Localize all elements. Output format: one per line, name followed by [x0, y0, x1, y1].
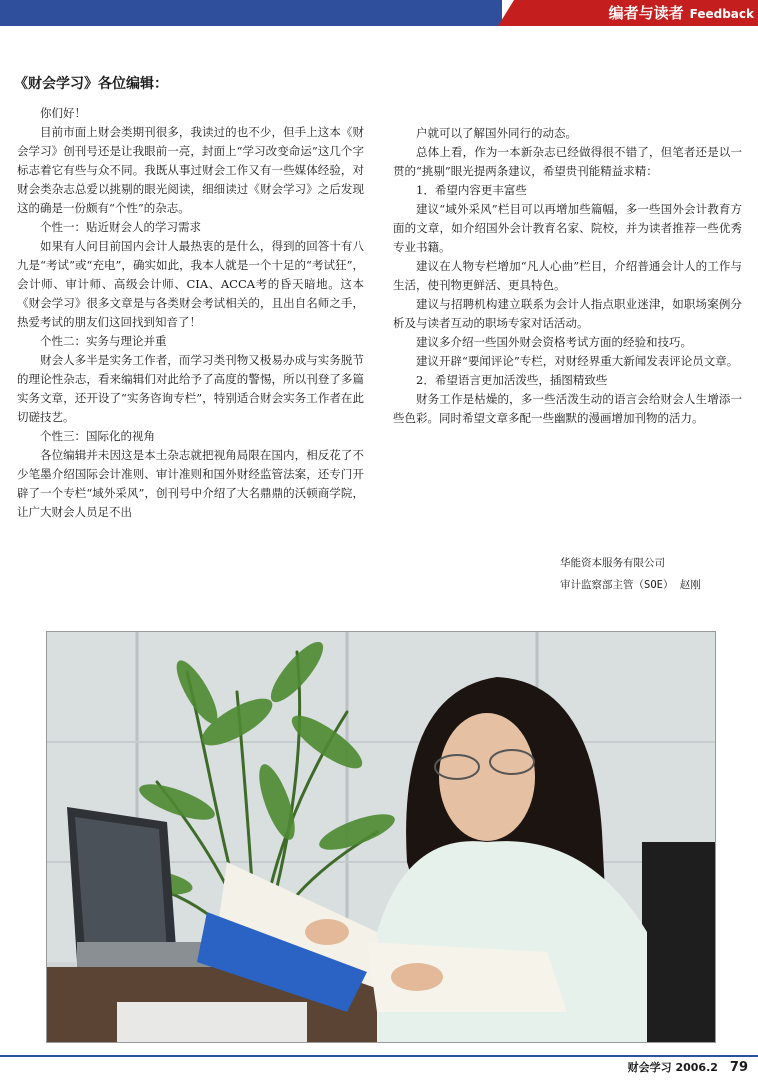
letter-column-right	[393, 124, 742, 428]
photo-illustration	[47, 632, 716, 1043]
paragraph: 建议开辟“要闻评论”专栏，对财经界重大新闻发表评论员文章。	[416, 354, 739, 368]
paragraph: 财会人多半是实务工作者，而学习类刊物又极易办成与实务脱节的理论性杂志，看来编辑们对此给予了高度的警惕，所以刊登了多篇实务文章，还开设了“实务咨询专栏”，特别适合财会实务工作者在此切磋技艺。	[17, 353, 364, 424]
subheading: 个性二：实务与理论并重	[40, 334, 167, 348]
header-bar	[0, 0, 502, 26]
signature-company: 华能资本服务有限公司	[560, 557, 665, 569]
paragraph: 建议多介绍一些国外财会资格考试方面的经验和技巧。	[416, 335, 692, 349]
section-title	[534, 2, 754, 24]
paragraph: 户就可以了解国外同行的动态。	[416, 126, 577, 140]
paragraph: 建议“域外采风”栏目可以再增加些篇幅，多一些国外会计教育方面的文章，如介绍国外会计教育名家、院校，并为读者推荐一些优秀专业书籍。	[393, 202, 742, 254]
page-number: 79	[729, 1060, 748, 1075]
page-footer	[568, 1058, 748, 1078]
paragraph: 总体上看，作为一本新杂志已经做得很不错了，但笔者还是以一贯的“挑剔”眼光提两条建议，希望贵刊能精益求精：	[393, 145, 742, 178]
letter-salutation: 《财会学习》各位编辑：	[14, 76, 168, 92]
subheading: 2．希望语言更加活泼些，插图精致些	[416, 373, 608, 387]
paragraph: 建议在人物专栏增加“凡人心曲”栏目，介绍普通会计人的工作与生活，使刊物更鲜活、更具特色。	[393, 259, 742, 292]
reader-photo	[46, 631, 716, 1043]
signature-person: 审计监察部主管（SOE） 赵刚	[560, 579, 701, 591]
paragraph: 如果有人问目前国内会计人最热衷的是什么，得到的回答十有八九是“考试”或“充电”，确实如此，我本人就是一个十足的“考试狂”，会计师、审计师、高级会计师、CIA、ACCA考的昏天暗地。这本《财会学习》很多文章是与各类财会考试相关的，且出自名师之手，热爱考试的朋友们这回找到知音了！	[17, 239, 364, 329]
subheading: 个性三：国际化的视角	[40, 429, 155, 443]
paragraph: 你们好！	[40, 106, 86, 120]
letter-column-left	[17, 104, 364, 522]
section-title-en: Feedback	[689, 7, 754, 21]
paragraph: 财务工作是枯燥的，多一些活泼生动的语言会给财会人生增添一些色彩。同时希望文章多配一些幽默的漫画增加刊物的活力。	[393, 392, 742, 425]
section-title-cn: 编者与读者	[608, 4, 684, 22]
subheading: 1．希望内容更丰富些	[416, 183, 527, 197]
footer-rule	[0, 1055, 758, 1057]
magazine-issue: 财会学习 2006.2	[627, 1061, 718, 1074]
paragraph: 建议与招聘机构建立联系为会计人指点职业迷津，如职场案例分析及与读者互动的职场专家对话活动。	[393, 297, 742, 330]
subheading: 个性一：贴近财会人的学习需求	[40, 220, 201, 234]
paragraph: 各位编辑并未因这是本土杂志就把视角局限在国内，相反花了不少笔墨介绍国际会计准则、审计准则和国外财经监管法案，还专门开辟了一个专栏“域外采风”，创刊号中介绍了大名鼎鼎的沃顿商学院，让广大财会人员足不出	[17, 448, 364, 519]
letter-signature	[560, 552, 750, 596]
paragraph: 目前市面上财会类期刊很多，我读过的也不少，但手上这本《财会学习》创刊号还是让我眼前一亮，封面上“学习改变命运”这几个字标志着它有些与众不同。我既从事过财会工作又有一些媒体经验，对财会类杂志总爱以挑剔的眼光阅读，细细读过《财会学习》之后发现这的确是一份颇有“个性”的杂志。	[17, 125, 364, 215]
